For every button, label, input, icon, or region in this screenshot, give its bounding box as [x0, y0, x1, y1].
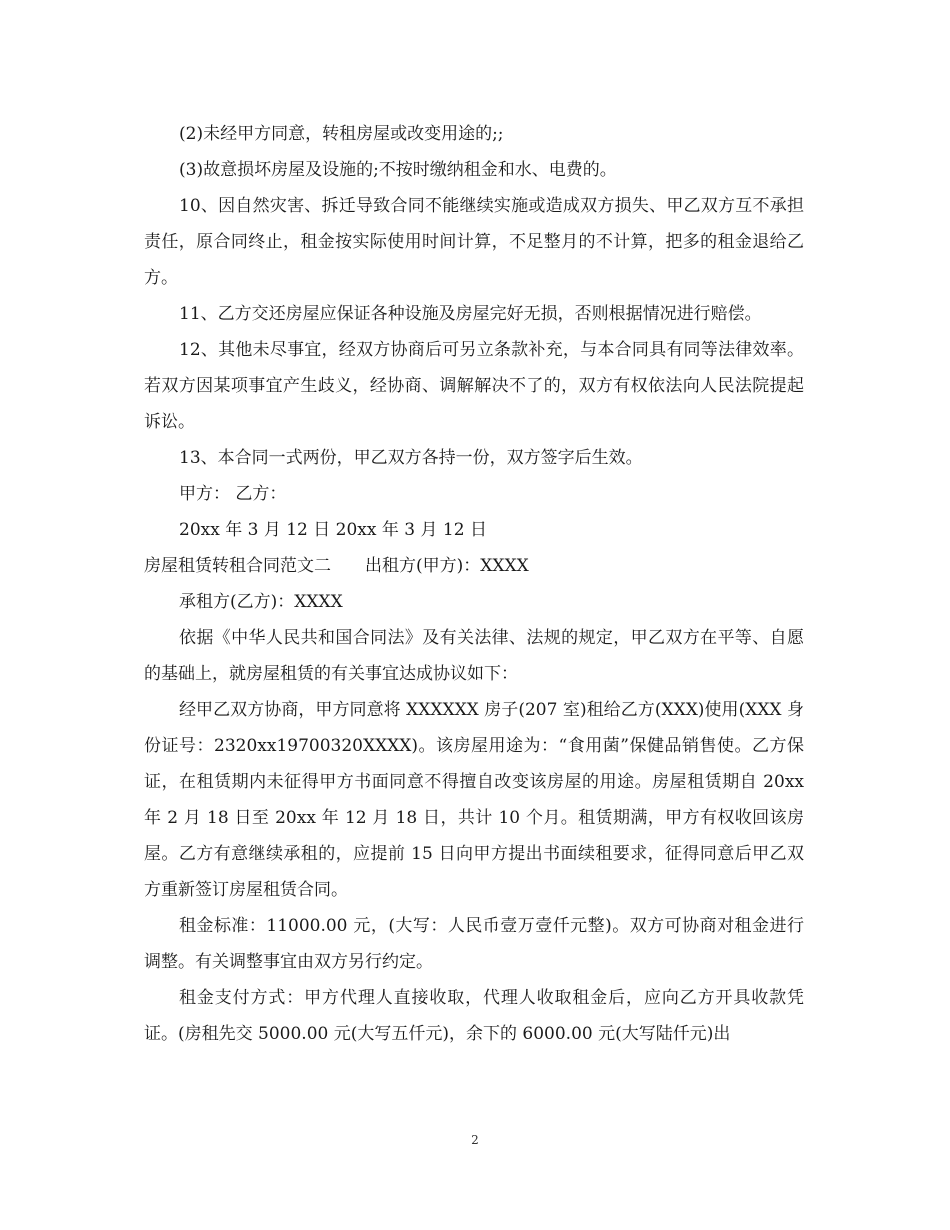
paragraph-property-use: 经甲乙双方协商，甲方同意将 XXXXXX 房子(207 室)租给乙方(XXX)使用(XXX 身份证号：2320xx19700320XXXX)。该房屋用途为：“食用菌”保健品销售使。乙方保证，在租赁期内未征得甲方书面同意不得擅自改变该房屋的用途。房屋租赁期自 20xx 年 2 月 18 日至 20xx 年 12 月 18 日，共计 10 个月。租赁期满，甲方有权收回该房屋。乙方有意继续承租的，应提前 15 日向甲方提出书面续租要求，征得同意后甲乙双方重新签订房屋租赁合同。 [144, 700, 804, 900]
paragraph-rent-standard: 租金标准：11000.00 元，(大写：人民币壹万壹仟元整)。双方可协商对租金进行调整。有关调整事宜由双方另行约定。 [144, 916, 804, 972]
section-heading-line [144, 548, 804, 584]
paragraph-article-13: 13、本合同一式两份，甲乙双方各持一份，双方签字后生效。 [179, 448, 643, 468]
lessee-label: 承租方(乙方)：XXXX [179, 592, 343, 612]
paragraph-article-10: 10、因自然灾害、拆迁导致合同不能继续实施或造成双方损失、甲乙双方互不承担责任，原合同终止，租金按实际使用时间计算，不足整月的不计算，把多的租金退给乙方。 [144, 196, 804, 288]
paragraph-clause-3: (3)故意损坏房屋及设施的;不按时缴纳租金和水、电费的。 [179, 160, 617, 180]
paragraph-article-11: 11、乙方交还房屋应保证各种设施及房屋完好无损，否则根据情况进行赔偿。 [179, 304, 762, 324]
document-body [144, 116, 804, 1052]
paragraph-payment-method: 租金支付方式：甲方代理人直接收取，代理人收取租金后，应向乙方开具收款凭证。(房租先交 5000.00 元(大写五仟元)，余下的 6000.00 元(大写陆仟元)出 [144, 988, 804, 1044]
paragraph-clause-2: (2)未经甲方同意，转租房屋或改变用途的;; [179, 124, 504, 144]
paragraph-article-12: 12、其他未尽事宜，经双方协商后可另立条款补充，与本合同具有同等法律效率。若双方因某项事宜产生歧义，经协商、调解解决不了的，双方有权依法向人民法院提起诉讼。 [144, 340, 804, 432]
signature-dates: 20xx 年 3 月 12 日 20xx 年 3 月 12 日 [179, 520, 487, 540]
signature-parties: 甲方： 乙方： [179, 484, 287, 504]
section-title: 房屋租赁转租合同范文二 [144, 556, 331, 576]
lessor-label: 出租方(甲方)：XXXX [365, 556, 529, 576]
page-number: 2 [471, 1133, 479, 1147]
paragraph-legal-basis: 依据《中华人民共和国合同法》及有关法律、法规的规定，甲乙双方在平等、自愿的基础上，就房屋租赁的有关事宜达成协议如下： [144, 628, 804, 684]
